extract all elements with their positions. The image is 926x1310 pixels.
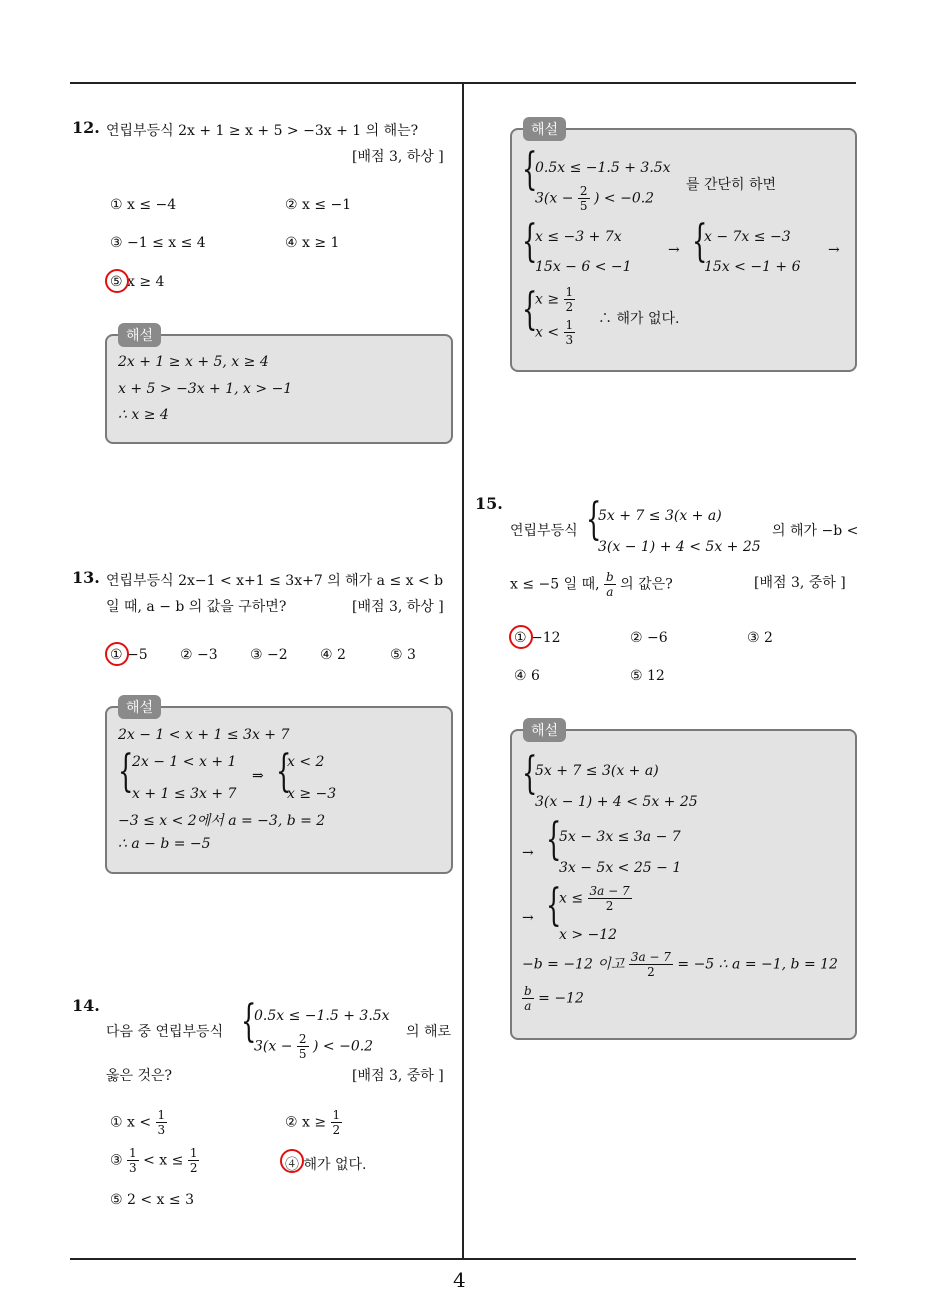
left-brace: { [241,996,257,1047]
q15-meta: [배점 3, 중하 ] [754,575,846,591]
q15-choice-3[interactable]: ③ 2 [747,630,773,646]
left-brace: { [522,216,538,267]
q14sol-s3b: 15x < −1 + 6 [704,259,801,275]
q12-meta: [배점 3, 하상 ] [352,149,444,165]
q15sol-line-5: $\frac{b}{a}$ = −12 [524,984,584,1013]
q15sol-b2: 3x − 5x < 25 − 1 [559,860,682,876]
q13-choice-5[interactable]: ⑤ 3 [390,647,416,663]
q14-choice-3[interactable]: ③ $\frac{1}{3}$ < x ≤ $\frac{1}{2}$ [110,1146,198,1175]
q15-choice-1[interactable]: ① −12 [514,630,561,646]
q13-sys-b-1: x < 2 [287,754,325,770]
q15sol-line-4: −b = −12 이고 $\frac{3a - 7}{2}$ = −5 ∴ a = −1, b = 12 [522,950,838,979]
q14-meta: [배점 3, 중하 ] [352,1068,444,1084]
left-brace: { [692,216,708,267]
q15-choice-4[interactable]: ④ 6 [514,668,540,684]
q14-sys-1: 0.5x ≤ −1.5 + 3.5x [254,1008,390,1024]
q12-choice-3[interactable]: ③ −1 ≤ x ≤ 4 [110,235,206,251]
left-brace: { [118,746,134,797]
q14-solution-tag: 해설 [523,117,566,141]
column-divider [462,84,464,1258]
q15-choice-2[interactable]: ② −6 [630,630,668,646]
answer-mark-circle [105,269,129,293]
left-brace: { [276,746,292,797]
right-arrow: → [522,845,534,861]
q14-stem-post: 의 해로 [406,1024,452,1040]
right-arrow: → [522,910,534,926]
q15-stem-pre: 연립부등식 [510,523,578,539]
q13-choice-1[interactable]: ① −5 [110,647,148,663]
left-brace: { [522,284,538,335]
q13-number: 13. [72,568,100,587]
q12-choice-1[interactable]: ① x ≤ −4 [110,197,177,213]
page-number: 4 [453,1268,466,1292]
q14sol-s2b: 15x − 6 < −1 [535,259,632,275]
q14sol-s4b: x < $\frac{1}{3}$ [535,318,574,347]
q13-sol-line-1: 2x − 1 < x + 1 ≤ 3x + 7 [118,727,290,743]
answer-mark-circle [280,1149,304,1173]
q13-sys-b-2: x ≥ −3 [287,786,337,802]
q15sol-c2: x > −12 [559,927,618,943]
q13-solution-tag: 해설 [118,695,161,719]
q13-sol-line-4: −3 ≤ x < 2에서 a = −3, b = 2 [118,813,326,829]
q13-choice-3[interactable]: ③ −2 [250,647,288,663]
left-brace: { [586,494,602,545]
q15-choice-5[interactable]: ⑤ 12 [630,668,665,684]
q14-choice-5[interactable]: ⑤ 2 < x ≤ 3 [110,1192,194,1208]
q14sol-s1b: 3(x − $\frac{2}{5}$ ) < −0.2 [535,184,655,213]
q13-choice-4[interactable]: ④ 2 [320,647,346,663]
left-brace: { [522,748,538,799]
q13-stem-line-2: 일 때, a − b 의 값을 구하면? [106,599,287,615]
q12-sol-line-1: 2x + 1 ≥ x + 5, x ≥ 4 [118,354,269,370]
q15-solution-tag: 해설 [523,718,566,742]
q15sol-a2: 3(x − 1) + 4 < 5x + 25 [535,794,698,810]
implies-arrow: ⇒ [252,768,264,784]
q12-choice-5[interactable]: ⑤ x ≥ 4 [110,274,165,290]
q14sol-conclusion: ∴ 해가 없다. [598,311,680,327]
q12-sol-line-3: ∴ x ≥ 4 [118,407,169,423]
q13-sys-a-2: x + 1 ≤ 3x + 7 [132,786,237,802]
right-arrow: → [668,242,680,258]
bottom-rule [70,1258,856,1260]
q13-meta: [배점 3, 하상 ] [352,599,444,615]
q12-stem: 연립부등식 2x + 1 ≥ x + 5 > −3x + 1 의 해는? [106,123,419,139]
q14sol-s2a: x ≤ −3 + 7x [535,229,622,245]
right-arrow: → [828,242,840,258]
q15-stem-post: 의 해가 −b < [772,523,859,539]
q14sol-text-simplify: 를 간단히 하면 [686,177,777,193]
q15-stem-line-2: x ≤ −5 일 때, $\frac{b}{a}$ 의 값은? [510,570,673,599]
q14-sys-2: 3(x − $\frac{2}{5}$ ) < −0.2 [254,1032,374,1061]
q14-choice-1[interactable]: ① x < $\frac{1}{3}$ [110,1108,166,1137]
q14-choice-4[interactable]: ④ 해가 없다. [285,1157,367,1173]
q15-number: 15. [475,494,503,513]
answer-mark-circle [105,642,129,666]
q14sol-s4a: x ≥ $\frac{1}{2}$ [535,285,574,314]
q12-choice-2[interactable]: ② x ≤ −1 [285,197,352,213]
q13-sol-line-5: ∴ a − b = −5 [118,836,211,852]
q13-choice-2[interactable]: ② −3 [180,647,218,663]
q12-number: 12. [72,118,100,137]
q14-stem-line-2: 옳은 것은? [106,1068,173,1084]
answer-mark-circle [509,625,533,649]
q15-sys-1: 5x + 7 ≤ 3(x + a) [598,508,722,524]
left-brace: { [546,880,562,931]
q14sol-s1a: 0.5x ≤ −1.5 + 3.5x [535,160,671,176]
q15sol-b1: 5x − 3x ≤ 3a − 7 [559,829,681,845]
q14-stem-pre: 다음 중 연립부등식 [106,1024,224,1040]
q13-sys-a-1: 2x − 1 < x + 1 [132,754,237,770]
q12-solution-tag: 해설 [118,323,161,347]
q14-choice-2[interactable]: ② x ≥ $\frac{1}{2}$ [285,1108,341,1137]
q15-sys-2: 3(x − 1) + 4 < 5x + 25 [598,539,761,555]
q12-sol-line-2: x + 5 > −3x + 1, x > −1 [118,381,293,397]
q14sol-s3a: x − 7x ≤ −3 [704,229,791,245]
q13-stem-line-1: 연립부등식 2x−1 < x+1 ≤ 3x+7 의 해가 a ≤ x < b [106,573,444,589]
q14-number: 14. [72,996,100,1015]
q15sol-a1: 5x + 7 ≤ 3(x + a) [535,763,659,779]
left-brace: { [522,144,538,195]
left-brace: { [546,814,562,865]
q15sol-c1: x ≤ $\frac{3a - 7}{2}$ [559,884,630,913]
q12-choice-4[interactable]: ④ x ≥ 1 [285,235,340,251]
